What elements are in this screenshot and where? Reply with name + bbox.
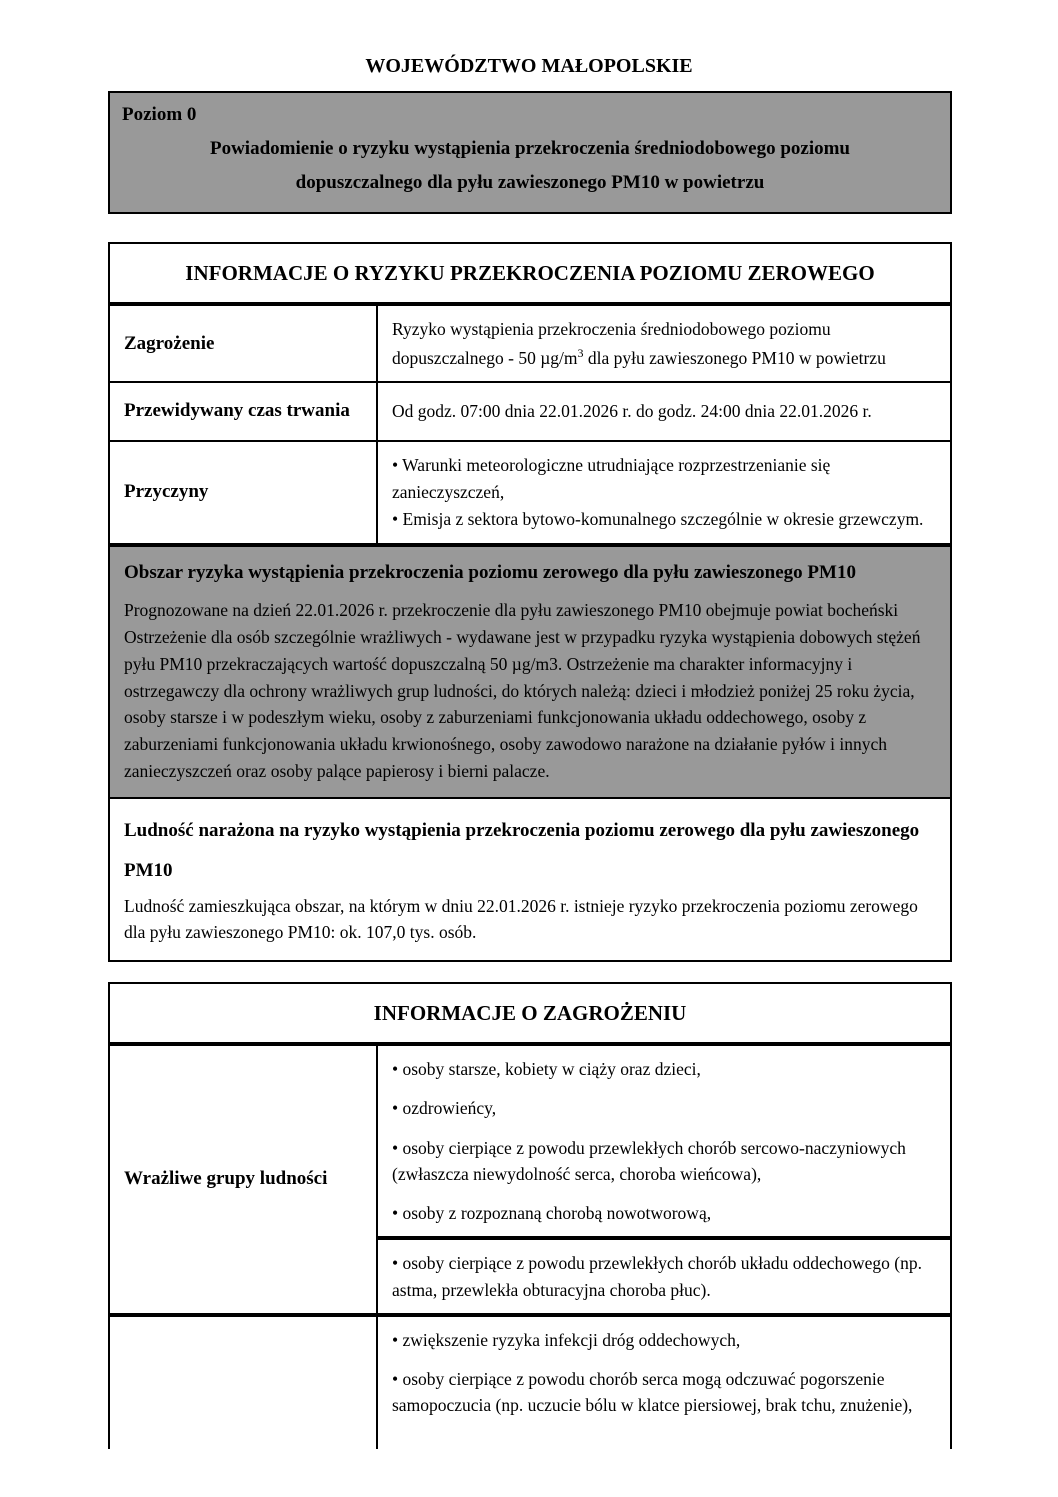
sensitive-groups-cell2	[377, 1238, 951, 1315]
risk-info-table	[108, 242, 952, 962]
sensitive-groups-label: Wrażliwe grupy ludności	[109, 1044, 377, 1315]
duration-value: Od godz. 07:00 dnia 22.01.2026 r. do godz. 24:00 dnia 22.01.2026 r.	[377, 382, 951, 440]
hazard-table-clip	[108, 982, 952, 1449]
spacer	[108, 962, 952, 982]
risk-area-title: Obszar ryzyka wystąpienia przekroczenia poziomu zerowego dla pyłu zawieszonego PM10	[124, 561, 856, 583]
table-row	[109, 798, 951, 961]
sensitive-group-bullet: • osoby z rozpoznaną chorobą nowotworową,	[392, 1203, 712, 1224]
table-row	[109, 1044, 951, 1238]
table-row	[109, 441, 951, 545]
table-row	[109, 382, 951, 440]
population-title: Ludność narażona na ryzyko wystąpienia przekroczenia poziomu zerowego dla pyłu zawieszonego PM10	[124, 819, 920, 881]
threat-value	[377, 304, 951, 382]
effects-cell	[377, 1315, 951, 1449]
effects-label	[109, 1315, 377, 1449]
risk-table-header: INFORMACJE O RYZYKU PRZEKROCZENIA POZIOMU ZEROWEGO	[109, 243, 951, 304]
threat-value-post: dla pyłu zawieszonego PM10 w powietrzu	[583, 347, 886, 368]
page-title: WOJEWÓDZTWO MAŁOPOLSKIE	[365, 55, 693, 77]
cause-bullet: • Warunki meteorologiczne utrudniające rozprzestrzenianie się zanieczyszczeń,	[392, 454, 831, 502]
sensitive-group-bullet: • ozdrowieńcy,	[392, 1098, 497, 1119]
sensitive-group-bullet: • osoby cierpiące z powodu przewlekłych chorób sercowo-naczyniowych (zwłaszcza niewydolność serca, choroba wieńcowa),	[392, 1137, 906, 1184]
alert-level: Poziom 0	[122, 104, 197, 125]
duration-label: Przewidywany czas trwania	[109, 382, 377, 440]
risk-area-body: Prognozowane na dzień 22.01.2026 r. przekroczenie dla pyłu zawieszonego PM10 obejmuje powiat bocheński Ostrzeżenie dla osób szczególnie wrażliwych - wydawane jest w przypadku ryzyka wystąpienia dobowych stężeń pyłu PM10 przekraczających wartość dopuszczalną 50 µg/m3. Ostrzeżenie ma charakter informacyjny i ostrzegawczy dla ochrony wrażliwych grup ludności, do których należą: dzieci i młodzież poniżej 25 roku życia, osoby starsze i w podeszłym wieku, osoby z zaburzeniami funkcjonowania układu oddechowego, osoby z zaburzeniami funkcjonowania układu krwionośnego, osoby zawodowo narażone na działanie pyłów i innych zanieczyszczeń oraz osoby palące papierosy i bierni palacze.	[124, 600, 921, 782]
causes-value	[377, 441, 951, 545]
spacer	[108, 214, 952, 242]
cause-bullet: • Emisja z sektora bytowo-komunalnego szczególnie w okresie grzewczym.	[392, 508, 924, 529]
hazard-info-table	[108, 982, 952, 1449]
causes-label: Przyczyny	[109, 441, 377, 545]
effect-bullet: • osoby cierpiące z powodu chorób serca mogą odczuwać pogorszenie samopoczucia (np. uczucie bólu w klatce piersiowej, brak tchu, znużenie),	[392, 1369, 913, 1416]
threat-value-superscript: 3	[577, 345, 584, 360]
sensitive-group-bullet: • osoby cierpiące z powodu przewlekłych chorób układu oddechowego (np. astma, przewlekła obturacyjna choroba płuc).	[392, 1253, 922, 1300]
population-section	[109, 798, 951, 961]
document-content	[108, 91, 952, 1449]
alert-banner-line1: Powiadomienie o ryzyku wystąpienia przekroczenia średniodobowego poziomu	[209, 138, 851, 159]
effect-bullet: • zwiększenie ryzyka infekcji dróg oddechowych,	[392, 1329, 741, 1350]
risk-area-section	[109, 545, 951, 798]
sensitive-groups-cell1	[377, 1044, 951, 1238]
hazard-table-header: INFORMACJE O ZAGROŻENIU	[109, 983, 951, 1044]
table-row	[109, 545, 951, 798]
alert-banner-line2: dopuszczalnego dla pyłu zawieszonego PM10 w powietrzu	[295, 172, 765, 194]
alert-level-banner	[108, 91, 952, 214]
table-row	[109, 304, 951, 382]
table-row	[109, 1315, 951, 1449]
sensitive-group-bullet: • osoby starsze, kobiety w ciąży oraz dzieci,	[392, 1059, 701, 1080]
threat-label: Zagrożenie	[109, 304, 377, 382]
threat-value-pre: Ryzyko wystąpienia przekroczenia średniodobowego poziomu dopuszczalnego - 50 µg/m	[392, 319, 831, 368]
population-body: Ludność zamieszkująca obszar, na którym w dniu 22.01.2026 r. istnieje ryzyko przekroczenia poziomu zerowego dla pyłu zawieszonego PM10: ok. 107,0 tys. osób.	[124, 895, 918, 943]
